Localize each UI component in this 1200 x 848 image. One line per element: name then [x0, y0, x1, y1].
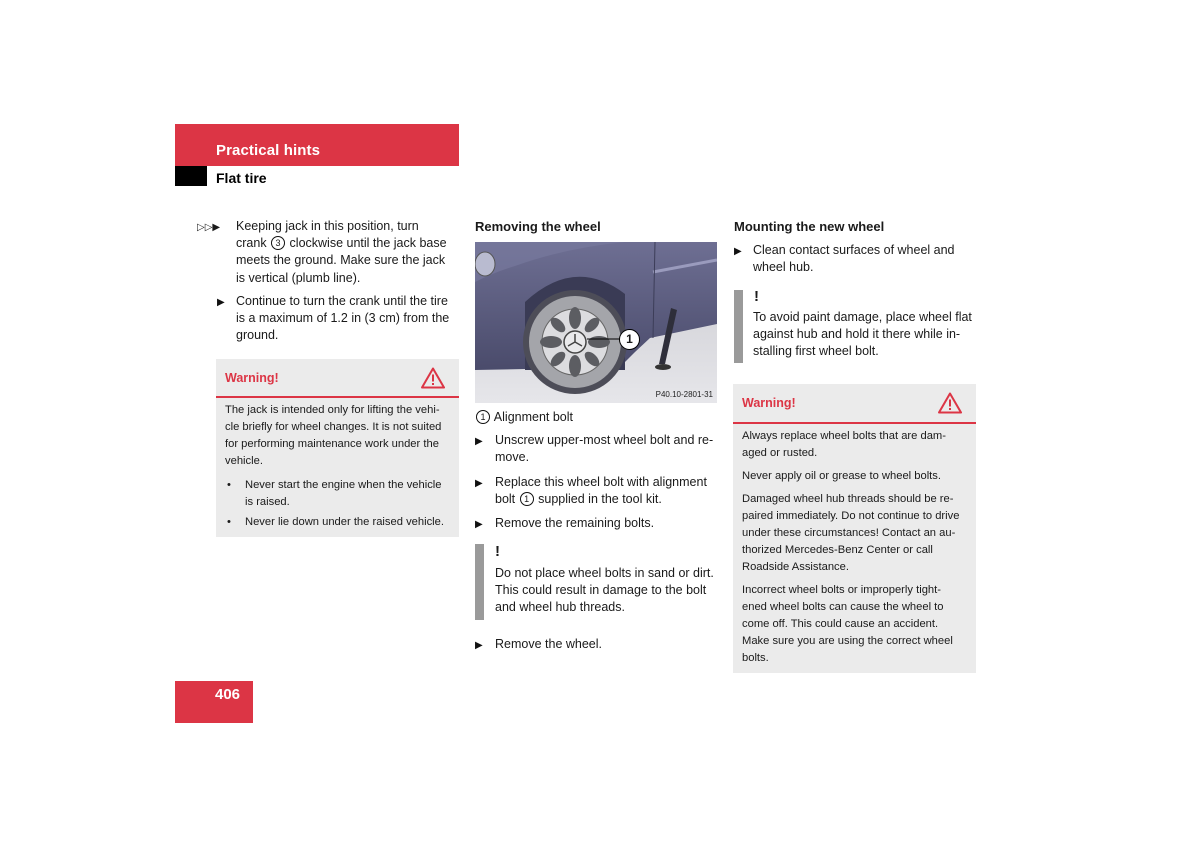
bullet-icon: ▶ [475, 478, 483, 489]
legend-text: Alignment bolt [493, 410, 574, 424]
warning-paragraph: The jack is intended only for lifting the vehi- cle briefly for wheel changes. It is not suited for performing maintenance work under the vehicle. [225, 404, 442, 467]
warning-paragraph-2: Never apply oil or grease to wheel bolts. [742, 470, 941, 482]
removing-step-1: Unscrew upper-most wheel bolt and re- move. [495, 433, 714, 465]
subsection-title: Flat tire [216, 170, 267, 186]
step-2: Continue to turn the crank until the tire is a maximum of 1.2 in (3 cm) from the ground. [236, 294, 450, 343]
note-bar [475, 544, 484, 620]
note-bar [734, 290, 743, 363]
figure-legend [475, 409, 573, 426]
page-number-box [175, 681, 253, 723]
crank-ref-badge: 3 [271, 236, 285, 250]
legend-badge: 1 [476, 410, 490, 424]
note-exclamation-icon: ! [495, 543, 500, 560]
bullet-icon: ▶ [734, 246, 742, 257]
mounting-wheel-heading: Mounting the new wheel [734, 219, 885, 234]
section-title: Practical hints [216, 142, 321, 159]
warning-title: Warning! [225, 371, 279, 385]
note-exclamation-icon: ! [754, 288, 759, 305]
continue-marker: ▷▷▶ [197, 222, 221, 233]
warning-paragraph-3: Damaged wheel hub threads should be re- paired immediately. Do not continue to drive under these circumstances! Contact an au- thorized Mercedes-Benz Center or call Roadside Assistance. [742, 493, 960, 573]
bolt-ref-badge: 1 [520, 492, 534, 506]
warning-bullet-2: Never lie down under the raised vehicle. [245, 516, 444, 528]
figure-code: P40.10-2801-31 [655, 390, 713, 399]
bullet-dot: • [227, 516, 231, 528]
car-wheel-illustration [475, 242, 717, 403]
bullet-icon: ▶ [475, 640, 483, 651]
wheel-figure [475, 242, 717, 403]
bullet-icon: ▶ [475, 519, 483, 530]
warning-bullet-1: Never start the engine when the vehicle is raised. [245, 479, 442, 508]
step-1: Keeping jack in this position, turn crank 3 clockwise until the jack base meets the ground. Make sure the jack is vertical (plumb line). [236, 219, 447, 285]
warning-triangle-icon [938, 392, 962, 414]
warning-header [216, 359, 459, 398]
bullet-dot: • [227, 479, 231, 491]
warning-header [733, 384, 976, 424]
warning-box-bolts [733, 384, 976, 673]
figure-callout-badge: 1 [619, 329, 640, 350]
warning-triangle-icon [421, 367, 445, 389]
removing-final-step: Remove the wheel. [495, 637, 603, 651]
warning-paragraph-4: Incorrect wheel bolts or improperly tight- ened wheel bolts can cause the wheel to come off. This could cause an accident. Make sure you are using the correct wheel bolts. [742, 584, 953, 664]
bullet-icon: ▶ [475, 436, 483, 447]
removing-wheel-heading: Removing the wheel [475, 219, 601, 234]
bullet-icon: ▶ [217, 297, 225, 308]
removing-step-2: Replace this wheel bolt with alignment bolt 1 supplied in the tool kit. [495, 475, 707, 507]
subsection-marker [175, 166, 207, 186]
removing-step-3: Remove the remaining bolts. [495, 516, 655, 530]
mounting-step-1: Clean contact surfaces of wheel and wheel hub. [753, 243, 955, 275]
section-header [175, 124, 459, 166]
note-text: Do not place wheel bolts in sand or dirt. This could result in damage to the bolt and wheel hub threads. [495, 566, 714, 615]
warning-paragraph-1: Always replace wheel bolts that are dam- aged or rusted. [742, 430, 946, 459]
warning-title: Warning! [742, 396, 796, 410]
page-number: 406 [215, 686, 241, 703]
warning-box-jack [216, 359, 459, 537]
note-text: To avoid paint damage, place wheel flat against hub and hold it there while in- stalling first wheel bolt. [753, 310, 972, 359]
